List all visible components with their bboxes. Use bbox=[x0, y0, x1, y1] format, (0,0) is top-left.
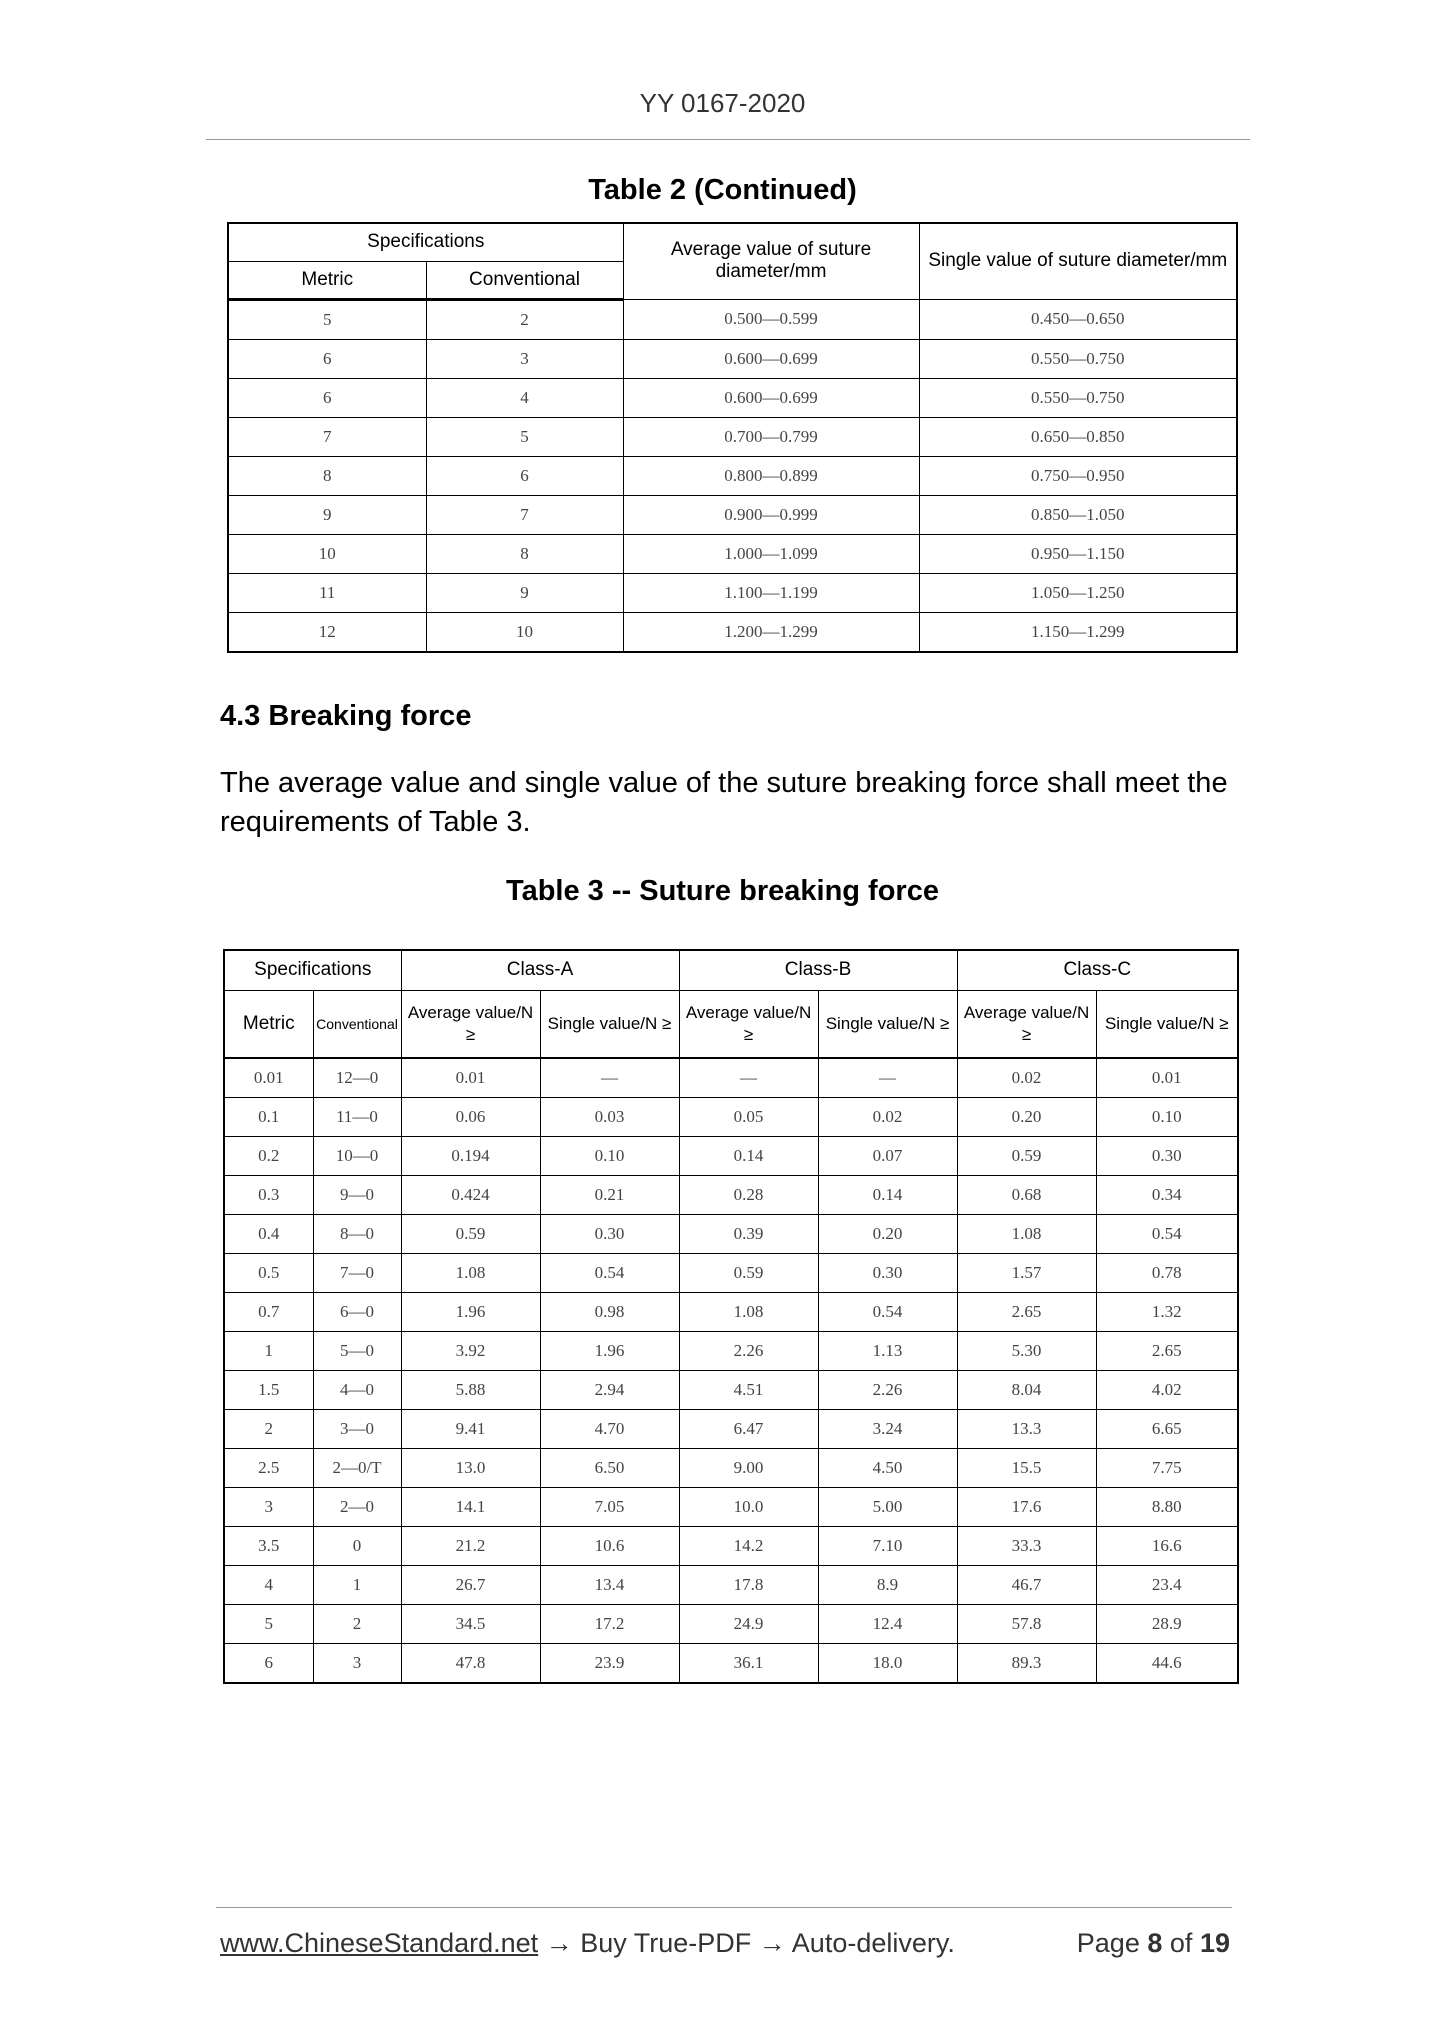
table-cell: 1.150—1.299 bbox=[919, 612, 1237, 652]
table-cell: 0.10 bbox=[1096, 1098, 1238, 1137]
table-cell: 10.6 bbox=[540, 1527, 679, 1566]
page-number: 8 bbox=[1147, 1928, 1163, 1958]
table-cell: 0.98 bbox=[540, 1293, 679, 1332]
table-cell: 1.13 bbox=[818, 1332, 957, 1371]
table-cell: 6.47 bbox=[679, 1410, 818, 1449]
class-a-single-header: Single value/N ≥ bbox=[540, 990, 679, 1058]
table-cell: 5.88 bbox=[401, 1371, 540, 1410]
header-divider bbox=[206, 139, 1250, 140]
table-cell: 0.20 bbox=[957, 1098, 1096, 1137]
table-row bbox=[228, 417, 1237, 456]
table-cell: 1.08 bbox=[401, 1254, 540, 1293]
table-cell: 0.54 bbox=[540, 1254, 679, 1293]
table-row bbox=[224, 1566, 1238, 1605]
class-b-header: Class-B bbox=[679, 950, 957, 990]
table-cell: 0.30 bbox=[818, 1254, 957, 1293]
table-cell: 13.4 bbox=[540, 1566, 679, 1605]
table-cell: 4—0 bbox=[313, 1371, 401, 1410]
table-cell: 0.700—0.799 bbox=[623, 417, 919, 456]
table-cell: 2—0/T bbox=[313, 1449, 401, 1488]
table-cell: 2 bbox=[426, 299, 623, 339]
table-row bbox=[224, 1098, 1238, 1137]
table-cell: 3.5 bbox=[224, 1527, 313, 1566]
table-row bbox=[224, 1449, 1238, 1488]
table-cell: 1.200—1.299 bbox=[623, 612, 919, 652]
table-cell: 14.1 bbox=[401, 1488, 540, 1527]
table-cell: 0.54 bbox=[1096, 1215, 1238, 1254]
table-cell: 5.00 bbox=[818, 1488, 957, 1527]
conventional-header: Conventional bbox=[426, 261, 623, 299]
table-cell: 10.0 bbox=[679, 1488, 818, 1527]
table-cell: 0.30 bbox=[1096, 1137, 1238, 1176]
table-cell: 12—0 bbox=[313, 1058, 401, 1098]
table-cell: 0.500—0.599 bbox=[623, 299, 919, 339]
table-cell: 17.2 bbox=[540, 1605, 679, 1644]
table-row bbox=[228, 299, 1237, 339]
table-cell: 24.9 bbox=[679, 1605, 818, 1644]
table-cell: 8 bbox=[228, 456, 426, 495]
table-cell: 0.950—1.150 bbox=[919, 534, 1237, 573]
table-cell: 0.550—0.750 bbox=[919, 378, 1237, 417]
table-cell: 0.4 bbox=[224, 1215, 313, 1254]
table-cell: 9—0 bbox=[313, 1176, 401, 1215]
table-cell: 0.01 bbox=[1096, 1058, 1238, 1098]
table-cell: 0.28 bbox=[679, 1176, 818, 1215]
table-cell: 6.50 bbox=[540, 1449, 679, 1488]
table-cell: 0.02 bbox=[818, 1098, 957, 1137]
table-cell: 11—0 bbox=[313, 1098, 401, 1137]
of-label: of bbox=[1169, 1928, 1193, 1958]
table-row bbox=[224, 1293, 1238, 1332]
table-row bbox=[224, 1371, 1238, 1410]
table-cell: 1.08 bbox=[957, 1215, 1096, 1254]
table-cell: 3.24 bbox=[818, 1410, 957, 1449]
table-cell: 7 bbox=[228, 417, 426, 456]
table-cell: 1.57 bbox=[957, 1254, 1096, 1293]
table-cell: 1.96 bbox=[401, 1293, 540, 1332]
table-row bbox=[224, 1137, 1238, 1176]
website-link[interactable]: www.ChineseStandard.net bbox=[220, 1928, 539, 1958]
table-cell: 6 bbox=[224, 1644, 313, 1684]
table-cell: 12.4 bbox=[818, 1605, 957, 1644]
table-cell: 0.14 bbox=[818, 1176, 957, 1215]
table-cell: 7.05 bbox=[540, 1488, 679, 1527]
table-cell: 0.30 bbox=[540, 1215, 679, 1254]
table-cell: 1.050—1.250 bbox=[919, 573, 1237, 612]
specifications-header: Specifications bbox=[228, 223, 623, 261]
table-cell: 2.94 bbox=[540, 1371, 679, 1410]
table-cell: 5.30 bbox=[957, 1332, 1096, 1371]
table-cell: 1.96 bbox=[540, 1332, 679, 1371]
table-cell: 7—0 bbox=[313, 1254, 401, 1293]
class-a-header: Class-A bbox=[401, 950, 679, 990]
table-cell: 1 bbox=[224, 1332, 313, 1371]
table-cell: 1.000—1.099 bbox=[623, 534, 919, 573]
table-cell: 0.194 bbox=[401, 1137, 540, 1176]
table-cell: 17.6 bbox=[957, 1488, 1096, 1527]
table-cell: 1 bbox=[313, 1566, 401, 1605]
table-cell: 4.50 bbox=[818, 1449, 957, 1488]
table-row bbox=[224, 1488, 1238, 1527]
table-row bbox=[224, 1410, 1238, 1449]
table-cell: 0.21 bbox=[540, 1176, 679, 1215]
table-row bbox=[224, 1058, 1238, 1098]
table-cell: 3 bbox=[426, 339, 623, 378]
table-cell: 0.550—0.750 bbox=[919, 339, 1237, 378]
table-cell: 4.51 bbox=[679, 1371, 818, 1410]
table-cell: 0.424 bbox=[401, 1176, 540, 1215]
table-cell: 8.04 bbox=[957, 1371, 1096, 1410]
table-cell: 21.2 bbox=[401, 1527, 540, 1566]
table-row bbox=[228, 612, 1237, 652]
table-cell: — bbox=[540, 1058, 679, 1098]
table-row bbox=[224, 1176, 1238, 1215]
table-row bbox=[228, 378, 1237, 417]
arrow-icon: → bbox=[545, 1928, 573, 1958]
table-cell: 0.01 bbox=[224, 1058, 313, 1098]
table-cell: 13.3 bbox=[957, 1410, 1096, 1449]
page-total: 19 bbox=[1199, 1928, 1230, 1958]
table-cell: 2.65 bbox=[1096, 1332, 1238, 1371]
table-cell: 15.5 bbox=[957, 1449, 1096, 1488]
breaking-force-table bbox=[223, 949, 1239, 1684]
table-cell: 2 bbox=[224, 1410, 313, 1449]
table-cell: 5—0 bbox=[313, 1332, 401, 1371]
table-cell: 16.6 bbox=[1096, 1527, 1238, 1566]
table-cell: 0.450—0.650 bbox=[919, 299, 1237, 339]
table-cell: 18.0 bbox=[818, 1644, 957, 1684]
table-cell: 7.75 bbox=[1096, 1449, 1238, 1488]
table-cell: 0.06 bbox=[401, 1098, 540, 1137]
single-diameter-header: Single value of suture diameter/mm bbox=[919, 223, 1237, 299]
table-cell: — bbox=[818, 1058, 957, 1098]
table-cell: 5 bbox=[228, 299, 426, 339]
table-row bbox=[224, 1644, 1238, 1684]
table-cell: 9 bbox=[228, 495, 426, 534]
table-cell: — bbox=[679, 1058, 818, 1098]
table-cell: 0.78 bbox=[1096, 1254, 1238, 1293]
table-cell: 0.01 bbox=[401, 1058, 540, 1098]
table-cell: 10 bbox=[228, 534, 426, 573]
table-cell: 6 bbox=[426, 456, 623, 495]
table-cell: 9.41 bbox=[401, 1410, 540, 1449]
table-cell: 17.8 bbox=[679, 1566, 818, 1605]
table-cell: 44.6 bbox=[1096, 1644, 1238, 1684]
section-paragraph: The average value and single value of the suture breaking force shall meet the requirements of Table 3. bbox=[220, 767, 1228, 838]
table-row bbox=[228, 534, 1237, 573]
table-cell: 3.92 bbox=[401, 1332, 540, 1371]
metric-header: Metric bbox=[224, 990, 313, 1058]
table-row bbox=[228, 456, 1237, 495]
arrow-icon: → bbox=[758, 1928, 786, 1958]
table-cell: 0.02 bbox=[957, 1058, 1096, 1098]
page-label: Page bbox=[1076, 1928, 1140, 1958]
specifications-header: Specifications bbox=[224, 950, 401, 990]
table-cell: 13.0 bbox=[401, 1449, 540, 1488]
average-diameter-header: Average value of suture diameter/mm bbox=[623, 223, 919, 299]
class-b-average-header: Average value/N ≥ bbox=[679, 990, 818, 1058]
page-footer bbox=[220, 1928, 1230, 1964]
table-cell: 2.65 bbox=[957, 1293, 1096, 1332]
table-row bbox=[224, 1254, 1238, 1293]
table-cell: 4 bbox=[426, 378, 623, 417]
table-cell: 23.9 bbox=[540, 1644, 679, 1684]
table-cell: 5 bbox=[224, 1605, 313, 1644]
table-cell: 5 bbox=[426, 417, 623, 456]
table-cell: 0.59 bbox=[679, 1254, 818, 1293]
table-cell: 0.900—0.999 bbox=[623, 495, 919, 534]
table2-title: Table 2 (Continued) bbox=[588, 174, 857, 206]
table-cell: 1.08 bbox=[679, 1293, 818, 1332]
table-cell: 8—0 bbox=[313, 1215, 401, 1254]
table-cell: 0.03 bbox=[540, 1098, 679, 1137]
table-cell: 0.5 bbox=[224, 1254, 313, 1293]
table-cell: 8.80 bbox=[1096, 1488, 1238, 1527]
table-cell: 2.26 bbox=[818, 1371, 957, 1410]
buy-pdf-text: Buy True-PDF bbox=[580, 1928, 752, 1958]
table-cell: 3 bbox=[224, 1488, 313, 1527]
class-b-single-header: Single value/N ≥ bbox=[818, 990, 957, 1058]
table-cell: 0.07 bbox=[818, 1137, 957, 1176]
table-cell: 0.850—1.050 bbox=[919, 495, 1237, 534]
table-cell: 4.02 bbox=[1096, 1371, 1238, 1410]
table3-title: Table 3 -- Suture breaking force bbox=[506, 875, 939, 907]
auto-delivery-text: Auto-delivery. bbox=[791, 1928, 955, 1958]
class-a-average-header: Average value/N ≥ bbox=[401, 990, 540, 1058]
table-cell: 8.9 bbox=[818, 1566, 957, 1605]
table-cell: 3 bbox=[313, 1644, 401, 1684]
table-cell: 0.34 bbox=[1096, 1176, 1238, 1215]
table-cell: 12 bbox=[228, 612, 426, 652]
table-cell: 6—0 bbox=[313, 1293, 401, 1332]
class-c-single-header: Single value/N ≥ bbox=[1096, 990, 1238, 1058]
table-row bbox=[224, 1527, 1238, 1566]
table-cell: 9.00 bbox=[679, 1449, 818, 1488]
table-row bbox=[228, 573, 1237, 612]
table-cell: 0.600—0.699 bbox=[623, 339, 919, 378]
class-c-average-header: Average value/N ≥ bbox=[957, 990, 1096, 1058]
table-cell: 4.70 bbox=[540, 1410, 679, 1449]
footer-divider bbox=[216, 1907, 1232, 1908]
table-cell: 34.5 bbox=[401, 1605, 540, 1644]
table-cell: 11 bbox=[228, 573, 426, 612]
table-cell: 7 bbox=[426, 495, 623, 534]
section-heading: 4.3 Breaking force bbox=[220, 700, 472, 732]
table-cell: 7.10 bbox=[818, 1527, 957, 1566]
table-cell: 2.5 bbox=[224, 1449, 313, 1488]
table-cell: 9 bbox=[426, 573, 623, 612]
table-cell: 4 bbox=[224, 1566, 313, 1605]
table-cell: 47.8 bbox=[401, 1644, 540, 1684]
table-cell: 46.7 bbox=[957, 1566, 1096, 1605]
metric-header: Metric bbox=[228, 261, 426, 299]
table-cell: 0.750—0.950 bbox=[919, 456, 1237, 495]
table-cell: 26.7 bbox=[401, 1566, 540, 1605]
table-cell: 0.14 bbox=[679, 1137, 818, 1176]
table-cell: 1.100—1.199 bbox=[623, 573, 919, 612]
table-cell: 0.7 bbox=[224, 1293, 313, 1332]
table-cell: 2.26 bbox=[679, 1332, 818, 1371]
table-cell: 0.39 bbox=[679, 1215, 818, 1254]
document-id: YY 0167-2020 bbox=[639, 88, 806, 118]
table-row bbox=[228, 339, 1237, 378]
table-cell: 23.4 bbox=[1096, 1566, 1238, 1605]
table-row bbox=[224, 1332, 1238, 1371]
table-cell: 57.8 bbox=[957, 1605, 1096, 1644]
table-cell: 14.2 bbox=[679, 1527, 818, 1566]
table-cell: 0.600—0.699 bbox=[623, 378, 919, 417]
table-row bbox=[224, 1215, 1238, 1254]
table-row bbox=[224, 1605, 1238, 1644]
table-cell: 10—0 bbox=[313, 1137, 401, 1176]
table-cell: 33.3 bbox=[957, 1527, 1096, 1566]
table-cell: 0.54 bbox=[818, 1293, 957, 1332]
table-cell: 10 bbox=[426, 612, 623, 652]
table-cell: 2—0 bbox=[313, 1488, 401, 1527]
table-cell: 3—0 bbox=[313, 1410, 401, 1449]
table-cell: 1.5 bbox=[224, 1371, 313, 1410]
table-cell: 0.59 bbox=[957, 1137, 1096, 1176]
table-row bbox=[228, 495, 1237, 534]
table-cell: 0.1 bbox=[224, 1098, 313, 1137]
conventional-header: Conventional bbox=[313, 990, 401, 1058]
table-cell: 0.05 bbox=[679, 1098, 818, 1137]
class-c-header: Class-C bbox=[957, 950, 1238, 990]
table-cell: 0.68 bbox=[957, 1176, 1096, 1215]
table-cell: 1.32 bbox=[1096, 1293, 1238, 1332]
table-cell: 0.650—0.850 bbox=[919, 417, 1237, 456]
table-cell: 0.20 bbox=[818, 1215, 957, 1254]
table-cell: 28.9 bbox=[1096, 1605, 1238, 1644]
table-cell: 89.3 bbox=[957, 1644, 1096, 1684]
table-cell: 0.3 bbox=[224, 1176, 313, 1215]
table-cell: 0.59 bbox=[401, 1215, 540, 1254]
table-cell: 0.10 bbox=[540, 1137, 679, 1176]
table-cell: 8 bbox=[426, 534, 623, 573]
table-cell: 0 bbox=[313, 1527, 401, 1566]
table-cell: 0.800—0.899 bbox=[623, 456, 919, 495]
table-cell: 36.1 bbox=[679, 1644, 818, 1684]
table-cell: 0.2 bbox=[224, 1137, 313, 1176]
table-cell: 6 bbox=[228, 378, 426, 417]
table-cell: 6 bbox=[228, 339, 426, 378]
diameter-table bbox=[227, 222, 1238, 653]
table-cell: 6.65 bbox=[1096, 1410, 1238, 1449]
table-cell: 2 bbox=[313, 1605, 401, 1644]
